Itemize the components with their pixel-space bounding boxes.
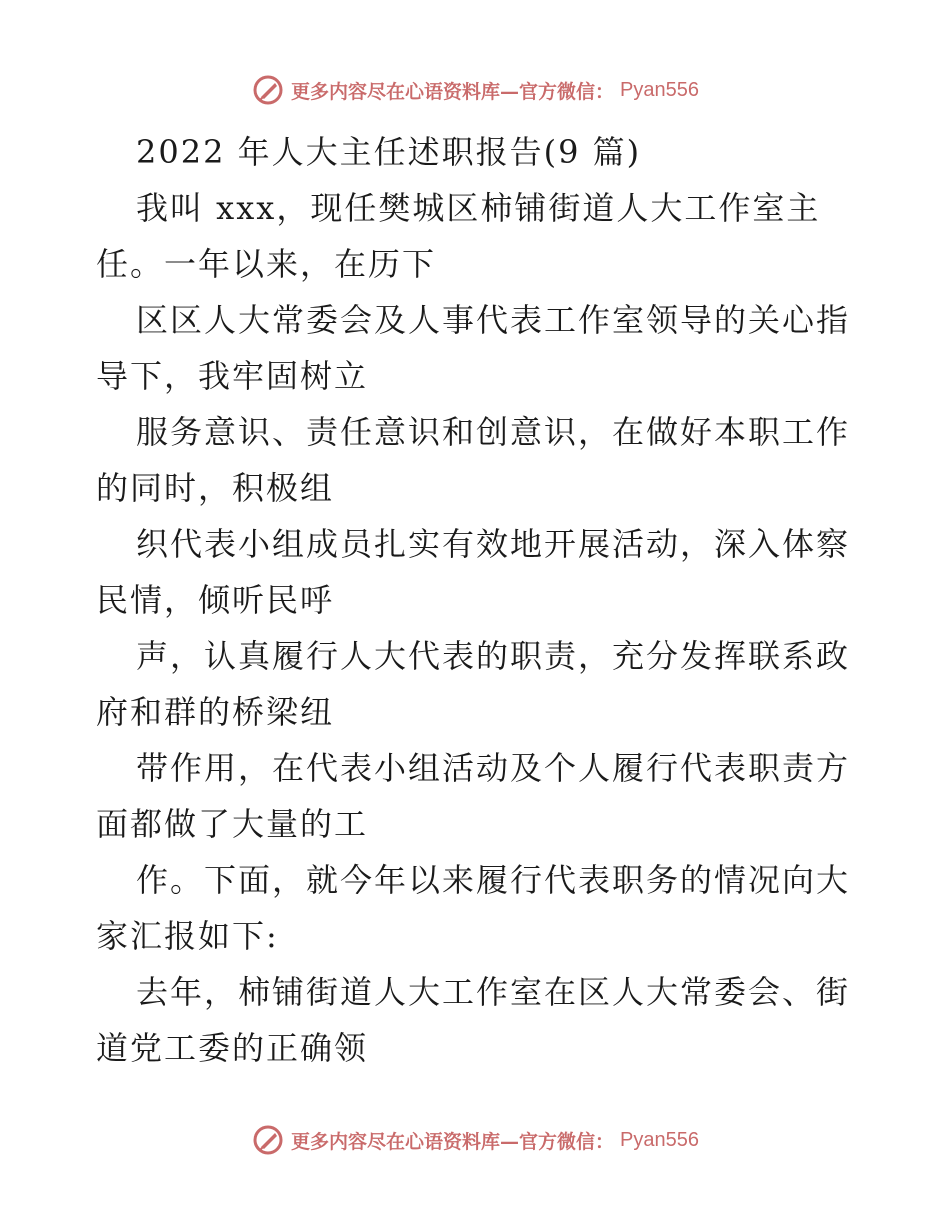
- quill-pen-logo-icon: [251, 73, 285, 107]
- paragraph-line: 家汇报如下:: [96, 917, 279, 955]
- document-body: [96, 124, 856, 1076]
- paragraph-line: 民情，倾听民呼: [96, 581, 335, 619]
- paragraph-line: 去年，柿铺街道人大工作室在区人大常委会、街: [136, 973, 851, 1011]
- paragraph-line: 声，认真履行人大代表的职责，充分发挥联系政: [136, 637, 851, 675]
- paragraph-line: 任。一年以来，在历下: [96, 245, 437, 283]
- header-banner: [0, 70, 950, 110]
- document-title: 2022 年人大主任述职报告(9 篇): [136, 133, 642, 171]
- paragraph-line: 面都做了大量的工: [96, 805, 369, 843]
- banner-wechat-id: Pyan556: [620, 1128, 699, 1151]
- quill-pen-logo-icon: [251, 1123, 285, 1157]
- paragraph-line: 府和群的桥梁纽: [96, 693, 335, 731]
- paragraph-line: 带作用，在代表小组活动及个人履行代表职责方: [136, 749, 851, 787]
- banner-text: 更多内容尽在心语资料库—官方微信：: [291, 1130, 615, 1153]
- paragraph-line: 的同时，积极组: [96, 469, 335, 507]
- banner-wechat-id: Pyan556: [620, 78, 699, 101]
- paragraph-line: 道党工委的正确领: [96, 1029, 369, 1067]
- footer-banner: [0, 1120, 950, 1160]
- paragraph-line: 导下，我牢固树立: [96, 357, 369, 395]
- paragraph-line: 区区人大常委会及人事代表工作室领导的关心指: [136, 301, 851, 339]
- paragraph-line: 我叫 xxx，现任樊城区柿铺街道人大工作室主: [136, 189, 821, 227]
- paragraph-line: 作。下面，就今年以来履行代表职务的情况向大: [136, 861, 851, 899]
- banner-text: 更多内容尽在心语资料库—官方微信：: [291, 80, 615, 103]
- paragraph-line: 织代表小组成员扎实有效地开展活动，深入体察: [136, 525, 851, 563]
- paragraph-line: 服务意识、责任意识和创意识，在做好本职工作: [136, 413, 851, 451]
